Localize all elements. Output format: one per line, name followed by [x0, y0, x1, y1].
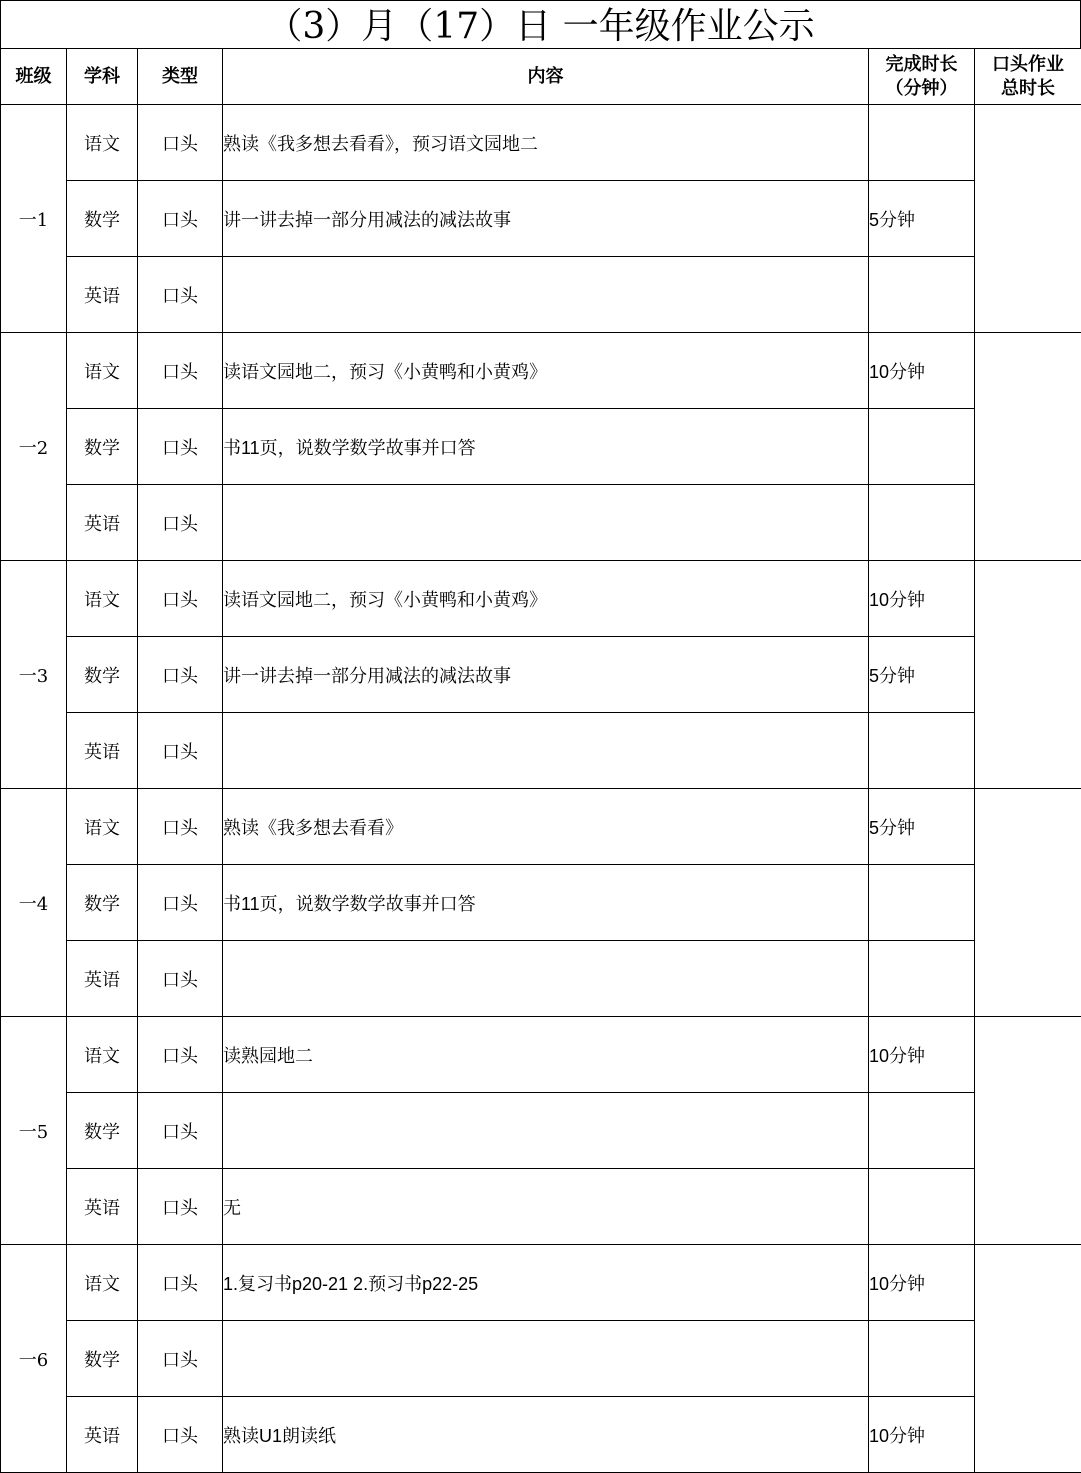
total-duration-cell: [975, 333, 1081, 561]
table-row: [1, 865, 1081, 941]
header-row: [1, 49, 1081, 105]
type-cell: 口头: [138, 1169, 223, 1245]
type-cell: 口头: [138, 1093, 223, 1169]
header-total-line2: 总时长: [1001, 77, 1055, 99]
duration-cell: 10分钟: [869, 1245, 975, 1321]
type-cell: 口头: [138, 181, 223, 257]
table-row: [1, 1169, 1081, 1245]
type-cell: 口头: [138, 941, 223, 1017]
header-total: [975, 49, 1081, 105]
class-name-cell: 一5: [1, 1017, 67, 1245]
content-cell: [223, 713, 869, 789]
subject-cell: 数学: [67, 1093, 138, 1169]
table-row: [1, 105, 1081, 181]
table-row: [1, 181, 1081, 257]
class-name-cell: 一1: [1, 105, 67, 333]
table-row: [1, 333, 1081, 409]
subject-cell: 英语: [67, 941, 138, 1017]
table-row: [1, 485, 1081, 561]
duration-cell: [869, 1321, 975, 1397]
type-cell: 口头: [138, 561, 223, 637]
content-cell: 无: [223, 1169, 869, 1245]
duration-cell: 10分钟: [869, 333, 975, 409]
content-cell: 读语文园地二，预习《小黄鸭和小黄鸡》: [223, 333, 869, 409]
total-duration-cell: [975, 105, 1081, 333]
content-cell: 讲一讲去掉一部分用减法的减法故事: [223, 181, 869, 257]
content-cell: [223, 1093, 869, 1169]
table-row: [1, 1093, 1081, 1169]
table-row: [1, 1321, 1081, 1397]
header-total-line1: 口头作业: [992, 53, 1064, 75]
subject-cell: 语文: [67, 1245, 138, 1321]
content-cell: 书11页，说数学数学故事并口答: [223, 865, 869, 941]
content-cell: 熟读《我多想去看看》，预习语文园地二: [223, 105, 869, 181]
content-cell: [223, 1321, 869, 1397]
header-duration-line1: 完成时长: [885, 53, 958, 75]
total-duration-cell: [975, 1017, 1081, 1245]
table-row: [1, 409, 1081, 485]
subject-cell: 数学: [67, 1321, 138, 1397]
subject-cell: 语文: [67, 1017, 138, 1093]
table-row: [1, 1397, 1081, 1473]
content-cell: 熟读《我多想去看看》: [223, 789, 869, 865]
subject-cell: 数学: [67, 637, 138, 713]
content-cell: [223, 257, 869, 333]
duration-cell: [869, 409, 975, 485]
duration-cell: 10分钟: [869, 1017, 975, 1093]
duration-cell: [869, 941, 975, 1017]
type-cell: 口头: [138, 865, 223, 941]
subject-cell: 语文: [67, 789, 138, 865]
table-row: [1, 637, 1081, 713]
content-cell: 熟读U1朗读纸: [223, 1397, 869, 1473]
header-duration-line2: （分钟）: [885, 77, 958, 99]
type-cell: 口头: [138, 485, 223, 561]
class-name-cell: 一3: [1, 561, 67, 789]
type-cell: 口头: [138, 257, 223, 333]
content-cell: [223, 485, 869, 561]
duration-cell: [869, 485, 975, 561]
type-cell: 口头: [138, 637, 223, 713]
subject-cell: 数学: [67, 409, 138, 485]
type-cell: 口头: [138, 333, 223, 409]
duration-cell: 10分钟: [869, 1397, 975, 1473]
type-cell: 口头: [138, 1017, 223, 1093]
subject-cell: 英语: [67, 1169, 138, 1245]
content-cell: 读熟园地二: [223, 1017, 869, 1093]
class-name-cell: 一2: [1, 333, 67, 561]
subject-cell: 语文: [67, 105, 138, 181]
content-cell: 书11页，说数学数学故事并口答: [223, 409, 869, 485]
homework-table: [0, 48, 1081, 1473]
table-row: [1, 1245, 1081, 1321]
duration-cell: [869, 105, 975, 181]
content-cell: [223, 941, 869, 1017]
page-title: （3）月（17）日 一年级作业公示: [0, 0, 1081, 48]
type-cell: 口头: [138, 1245, 223, 1321]
subject-cell: 数学: [67, 865, 138, 941]
type-cell: 口头: [138, 789, 223, 865]
subject-cell: 英语: [67, 485, 138, 561]
duration-cell: [869, 1169, 975, 1245]
content-cell: 讲一讲去掉一部分用减法的减法故事: [223, 637, 869, 713]
total-duration-cell: [975, 789, 1081, 1017]
subject-cell: 语文: [67, 333, 138, 409]
header-duration: [869, 49, 975, 105]
table-row: [1, 713, 1081, 789]
header-type: 类型: [138, 49, 223, 105]
duration-cell: [869, 257, 975, 333]
duration-cell: 5分钟: [869, 181, 975, 257]
subject-cell: 英语: [67, 1397, 138, 1473]
table-row: [1, 257, 1081, 333]
header-subject: 学科: [67, 49, 138, 105]
table-row: [1, 789, 1081, 865]
table-row: [1, 561, 1081, 637]
class-name-cell: 一6: [1, 1245, 67, 1473]
subject-cell: 英语: [67, 257, 138, 333]
total-duration-cell: [975, 1245, 1081, 1473]
type-cell: 口头: [138, 1321, 223, 1397]
subject-cell: 英语: [67, 713, 138, 789]
table-row: [1, 941, 1081, 1017]
duration-cell: 5分钟: [869, 789, 975, 865]
header-class: 班级: [1, 49, 67, 105]
duration-cell: [869, 713, 975, 789]
type-cell: 口头: [138, 105, 223, 181]
type-cell: 口头: [138, 1397, 223, 1473]
type-cell: 口头: [138, 409, 223, 485]
subject-cell: 语文: [67, 561, 138, 637]
duration-cell: 10分钟: [869, 561, 975, 637]
duration-cell: [869, 865, 975, 941]
type-cell: 口头: [138, 713, 223, 789]
content-cell: 1.复习书p20-21 2.预习书p22-25: [223, 1245, 869, 1321]
duration-cell: [869, 1093, 975, 1169]
total-duration-cell: [975, 561, 1081, 789]
class-name-cell: 一4: [1, 789, 67, 1017]
header-content: 内容: [223, 49, 869, 105]
content-cell: 读语文园地二，预习《小黄鸭和小黄鸡》: [223, 561, 869, 637]
table-row: [1, 1017, 1081, 1093]
duration-cell: 5分钟: [869, 637, 975, 713]
subject-cell: 数学: [67, 181, 138, 257]
